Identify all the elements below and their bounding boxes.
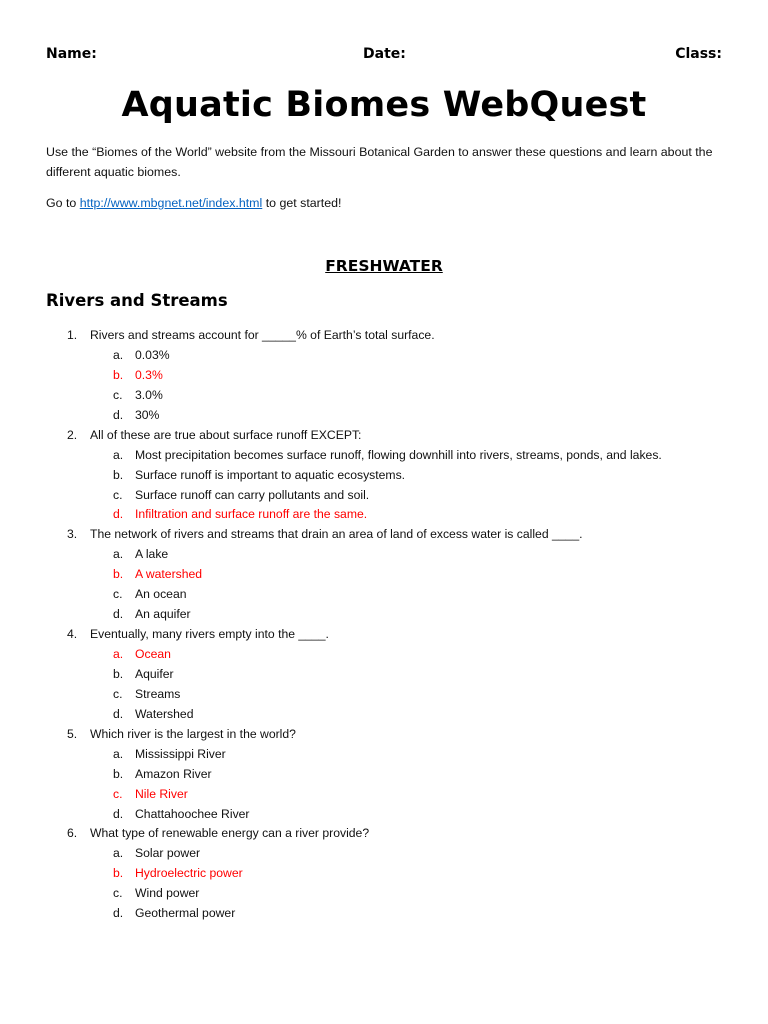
option-text: Geothermal power <box>135 906 236 921</box>
header-fields <box>46 46 722 66</box>
answer-option <box>46 406 736 426</box>
answer-option-correct <box>46 785 736 805</box>
question-row <box>46 725 736 745</box>
option-text: Surface runoff is important to aquatic ecosystems. <box>135 467 406 482</box>
question-row <box>46 824 736 844</box>
date-label: Date: <box>363 46 406 62</box>
mbgnet-link[interactable]: http://www.mbgnet.net/index.html <box>79 196 263 210</box>
question-item <box>46 426 736 526</box>
answer-option-correct <box>46 645 736 665</box>
option-text: Wind power <box>135 886 200 901</box>
answer-option <box>46 844 736 864</box>
answer-option <box>46 446 736 466</box>
answer-options <box>46 346 736 426</box>
question-item <box>46 824 736 924</box>
question-number: 4. <box>67 627 78 642</box>
answer-options <box>46 645 736 725</box>
question-list <box>46 326 736 924</box>
answer-option <box>46 904 736 924</box>
question-number: 3. <box>67 527 78 542</box>
question-text: The network of rivers and streams that drain an area of land of excess water is called ____. <box>90 527 583 542</box>
option-text: Most precipitation becomes surface runoff, flowing downhill into rivers, streams, ponds, and lakes. <box>135 447 662 462</box>
option-text: Amazon River <box>135 766 212 781</box>
goto-prefix: Go to <box>46 196 80 210</box>
question-item <box>46 725 736 825</box>
goto-suffix: to get started! <box>262 196 342 210</box>
answer-option <box>46 805 736 825</box>
option-letter: b. <box>113 866 124 881</box>
option-text: A watershed <box>135 567 203 582</box>
option-text: An ocean <box>135 587 187 602</box>
option-letter: c. <box>113 886 123 901</box>
option-text: Watershed <box>135 706 194 721</box>
answer-options <box>46 844 736 924</box>
option-text: Surface runoff can carry pollutants and soil. <box>135 487 370 502</box>
option-letter: b. <box>113 467 124 482</box>
option-letter: d. <box>113 607 124 622</box>
option-text: Aquifer <box>135 666 174 681</box>
answer-option <box>46 665 736 685</box>
option-letter: d. <box>113 407 124 422</box>
name-label: Name: <box>46 46 97 62</box>
option-letter: a. <box>113 846 124 861</box>
answer-option <box>46 486 736 506</box>
option-text: Solar power <box>135 846 201 861</box>
page-title: Aquatic Biomes WebQuest <box>121 85 647 125</box>
question-row <box>46 426 736 446</box>
option-text: 3.0% <box>135 387 163 402</box>
question-item <box>46 525 736 625</box>
answer-option <box>46 605 736 625</box>
option-text: Hydroelectric power <box>135 866 243 881</box>
option-letter: c. <box>113 686 123 701</box>
question-text: What type of renewable energy can a river provide? <box>90 826 370 841</box>
option-letter: d. <box>113 906 124 921</box>
question-text: Rivers and streams account for _____% of Earth’s total surface. <box>90 328 435 342</box>
option-letter: c. <box>113 587 123 602</box>
question-item <box>46 326 736 426</box>
option-letter: a. <box>113 347 124 362</box>
goto-paragraph <box>46 194 726 213</box>
option-letter: b. <box>113 567 124 582</box>
option-letter: c. <box>113 487 123 502</box>
answer-option <box>46 765 736 785</box>
answer-option <box>46 884 736 904</box>
answer-options <box>46 545 736 625</box>
option-text: 0.03% <box>135 347 170 362</box>
answer-option <box>46 386 736 406</box>
question-text: Which river is the largest in the world? <box>90 726 296 741</box>
question-number: 5. <box>67 726 78 741</box>
question-number: 2. <box>67 427 78 442</box>
option-letter: b. <box>113 666 124 681</box>
section-title-freshwater: FRESHWATER <box>325 257 443 275</box>
answer-option <box>46 585 736 605</box>
intro-paragraph: Use the “Biomes of the World” website from the Missouri Botanical Garden to answer these questions and learn about the different aquatic biomes. <box>46 145 713 179</box>
option-text: An aquifer <box>135 607 191 622</box>
question-number: 1. <box>67 328 78 342</box>
answer-option <box>46 466 736 486</box>
question-text: All of these are true about surface runoff EXCEPT: <box>90 427 362 442</box>
answer-option-correct <box>46 864 736 884</box>
option-letter: d. <box>113 507 124 522</box>
answer-options <box>46 446 736 526</box>
answer-option <box>46 745 736 765</box>
answer-options <box>46 745 736 825</box>
option-letter: d. <box>113 706 124 721</box>
option-text: Nile River <box>135 786 188 801</box>
answer-option <box>46 685 736 705</box>
question-row <box>46 625 736 645</box>
option-letter: d. <box>113 806 124 821</box>
option-letter: a. <box>113 746 124 761</box>
answer-option <box>46 545 736 565</box>
option-letter: a. <box>113 547 124 562</box>
answer-option <box>46 705 736 725</box>
question-number: 6. <box>67 826 78 841</box>
option-letter: c. <box>113 387 123 402</box>
subsection-title-rivers: Rivers and Streams <box>46 291 228 310</box>
option-text: Ocean <box>135 647 171 661</box>
option-text: 0.3% <box>135 367 163 382</box>
option-letter: a. <box>113 447 124 462</box>
option-text: Infiltration and surface runoff are the same. <box>135 507 368 522</box>
option-text: Streams <box>135 686 181 701</box>
question-row <box>46 326 736 346</box>
answer-option <box>46 346 736 366</box>
option-letter: a. <box>113 647 124 661</box>
option-text: Mississippi River <box>135 746 226 761</box>
option-text: A lake <box>135 547 169 562</box>
answer-option-correct <box>46 565 736 585</box>
question-text: Eventually, many rivers empty into the ____. <box>90 627 329 642</box>
answer-option-correct <box>46 505 736 525</box>
option-text: 30% <box>135 407 160 422</box>
question-row <box>46 525 736 545</box>
option-text: Chattahoochee River <box>135 806 250 821</box>
option-letter: b. <box>113 367 124 382</box>
option-letter: c. <box>113 786 123 801</box>
question-item <box>46 625 736 725</box>
class-label: Class: <box>675 46 722 62</box>
option-letter: b. <box>113 766 124 781</box>
answer-option-correct <box>46 366 736 386</box>
